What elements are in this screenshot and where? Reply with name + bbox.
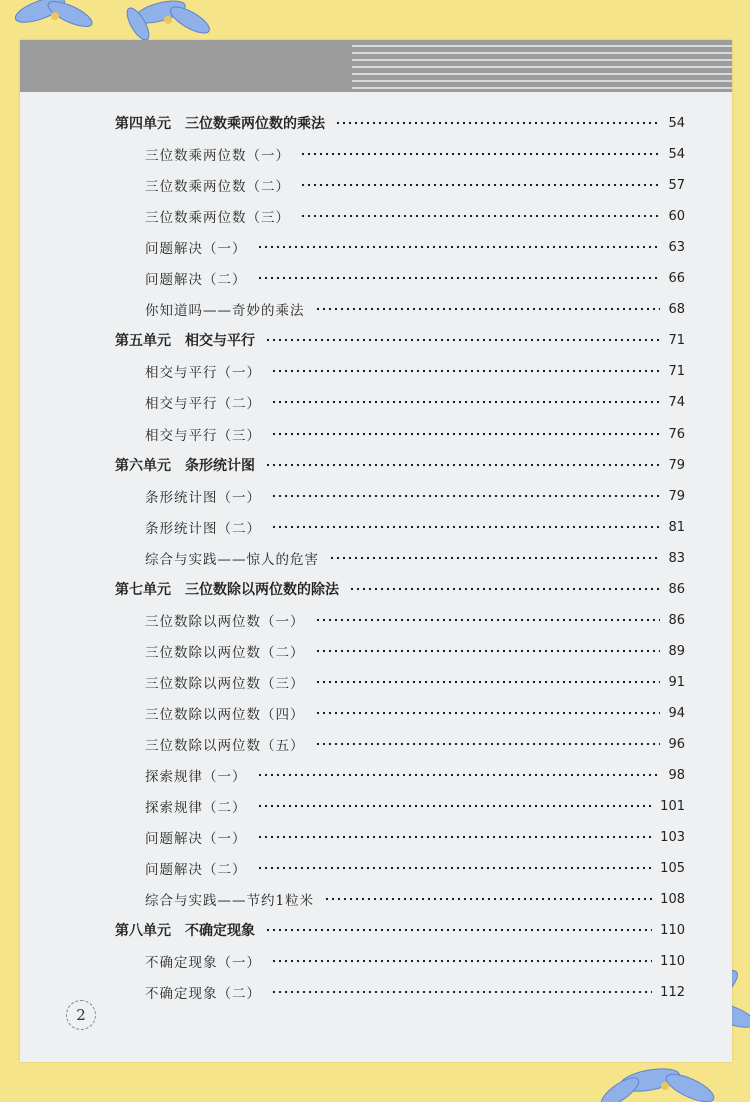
toc-item-row[interactable] [145,485,685,507]
toc-page-number: 108 [660,891,685,907]
toc-page-number: 76 [668,426,685,442]
toc-title: 不确定现象（二） [145,986,261,1002]
toc-item-row[interactable] [145,547,685,569]
toc-title [115,920,255,940]
toc-page-number: 71 [668,363,685,379]
toc-title [115,455,255,475]
toc-title [115,113,325,133]
toc-page-number: 68 [668,301,685,317]
toc-item-row[interactable] [145,205,685,227]
toc-title: 探索规律（二） [145,800,247,816]
toc-page-number: 101 [660,798,685,814]
toc-title: 三位数除以两位数（四） [145,707,305,723]
toc-unit-number: 第六单元 [115,458,171,474]
toc-unit-row[interactable] [115,329,685,351]
toc-page-number: 112 [660,984,685,1000]
toc-item-row[interactable] [145,702,685,724]
header-band [20,40,732,92]
toc-title: 问题解决（二） [145,862,247,878]
toc-unit-title: 三位数除以两位数的除法 [185,582,339,598]
toc-leader-dots [271,990,652,994]
toc-page-number: 79 [668,488,685,504]
toc-page-number: 83 [668,550,685,566]
toc-unit-row[interactable] [115,112,685,134]
toc-item-row[interactable] [145,609,685,631]
toc-leader-dots [315,307,661,311]
toc-title: 条形统计图（一） [145,490,261,506]
toc-leader-dots [265,463,660,467]
toc-item-row[interactable] [145,174,685,196]
toc-title [115,579,339,599]
toc-page-number: 110 [660,922,685,938]
toc-title: 相交与平行（二） [145,396,261,412]
toc-page-number: 79 [668,457,685,473]
toc-title: 你知道吗——奇妙的乘法 [145,303,305,319]
toc-page-number: 96 [668,736,685,752]
toc-item-row[interactable] [145,888,685,910]
toc-item-row[interactable] [145,671,685,693]
toc-page-number: 60 [668,208,685,224]
toc-item-row[interactable] [145,857,685,879]
toc-title: 相交与平行（一） [145,365,261,381]
toc-unit-title: 条形统计图 [185,458,255,474]
toc-title: 三位数除以两位数（三） [145,676,305,692]
toc-page-number: 105 [660,860,685,876]
toc-unit-row[interactable] [115,454,685,476]
toc-leader-dots [329,556,660,560]
toc-leader-dots [300,152,660,156]
toc-leader-dots [257,276,661,280]
toc-item-row[interactable] [145,143,685,165]
toc-leader-dots [257,835,653,839]
toc-item-row[interactable] [145,981,685,1003]
toc-page-number: 63 [668,239,685,255]
toc-page-number: 86 [668,581,685,597]
toc-title: 三位数除以两位数（二） [145,645,305,661]
toc-title: 问题解决（一） [145,241,247,257]
toc-title: 问题解决（一） [145,831,247,847]
toc-page-number: 86 [668,612,685,628]
toc-title: 问题解决（二） [145,272,247,288]
toc-leader-dots [271,400,660,404]
toc-item-row[interactable] [145,516,685,538]
toc-page-number: 81 [668,519,685,535]
toc-item-row[interactable] [145,360,685,382]
toc-title: 不确定现象（一） [145,955,261,971]
toc-leader-dots [324,897,652,901]
toc-leader-dots [271,494,660,498]
toc-title: 条形统计图（二） [145,521,261,537]
toc-title: 探索规律（一） [145,769,247,785]
toc-page-number: 71 [668,332,685,348]
toc-page-number: 54 [668,115,685,131]
toc-leader-dots [315,680,661,684]
toc-leader-dots [300,214,660,218]
toc-page-number: 103 [660,829,685,845]
toc-unit-title: 三位数乘两位数的乘法 [185,116,325,132]
toc-leader-dots [271,432,660,436]
toc-item-row[interactable] [145,795,685,817]
toc-leader-dots [271,369,660,373]
toc-leader-dots [335,121,660,125]
toc-unit-number: 第七单元 [115,582,171,598]
toc-item-row[interactable] [145,236,685,258]
toc-item-row[interactable] [145,267,685,289]
toc-unit-title: 相交与平行 [185,333,255,349]
toc-item-row[interactable] [145,423,685,445]
toc-item-row[interactable] [145,826,685,848]
toc-leader-dots [315,649,661,653]
toc-leader-dots [271,525,660,529]
toc-page-number: 74 [668,394,685,410]
toc-leader-dots [271,959,652,963]
toc-leader-dots [300,183,660,187]
toc-leader-dots [265,928,652,932]
toc-unit-number: 第五单元 [115,333,171,349]
toc-title: 相交与平行（三） [145,428,261,444]
toc-leader-dots [349,587,660,591]
toc-leader-dots [315,742,661,746]
toc-title: 三位数除以两位数（一） [145,614,305,630]
toc-page-number: 94 [668,705,685,721]
toc-title: 综合与实践——惊人的危害 [145,552,319,568]
toc-title: 综合与实践——节约1粒米 [145,893,315,909]
toc-page-number: 66 [668,270,685,286]
toc-page-number: 54 [668,146,685,162]
page-number: 2 [66,1000,96,1030]
toc-title: 三位数乘两位数（三） [145,210,290,226]
toc-page-number: 110 [660,953,685,969]
toc-leader-dots [257,773,661,777]
toc-item-row[interactable] [145,950,685,972]
toc-item-row[interactable] [145,640,685,662]
toc-item-row[interactable] [145,391,685,413]
toc-item-row[interactable] [145,298,685,320]
toc-unit-number: 第四单元 [115,116,171,132]
toc-unit-row[interactable] [115,919,685,941]
toc-leader-dots [315,711,661,715]
toc-leader-dots [257,804,653,808]
toc-title: 三位数除以两位数（五） [145,738,305,754]
toc-title: 三位数乘两位数（二） [145,179,290,195]
toc-title: 三位数乘两位数（一） [145,148,290,164]
toc-leader-dots [257,245,661,249]
toc-unit-number: 第八单元 [115,923,171,939]
toc-leader-dots [315,618,661,622]
toc-unit-title: 不确定现象 [185,923,255,939]
header-stripes [352,40,732,92]
toc-leader-dots [257,866,653,870]
toc-page-number: 98 [668,767,685,783]
toc-page-number: 91 [668,674,685,690]
toc-item-row[interactable] [145,733,685,755]
toc-leader-dots [265,338,660,342]
toc-title [115,330,255,350]
toc-page-number: 57 [668,177,685,193]
toc-page-number: 89 [668,643,685,659]
toc-item-row[interactable] [145,764,685,786]
toc-unit-row[interactable] [115,578,685,600]
